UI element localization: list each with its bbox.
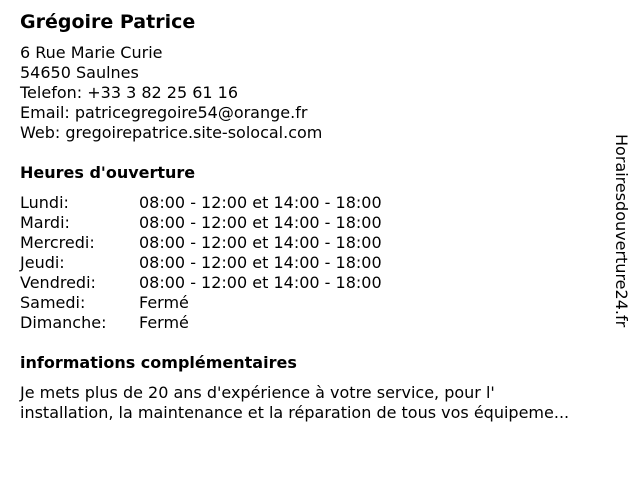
info-text-line-1: Je mets plus de 20 ans d'expérience à votre service, pour l' xyxy=(20,383,495,402)
hours-time-value: 08:00 - 12:00 et 14:00 - 18:00 xyxy=(139,233,382,252)
hours-title: Heures d'ouverture xyxy=(20,163,196,182)
hours-day-label: Samedi: xyxy=(20,293,86,312)
hours-day-label: Dimanche: xyxy=(20,313,107,332)
business-card xyxy=(20,10,615,423)
hours-day-label: Mercredi: xyxy=(20,233,95,252)
hours-time-value: 08:00 - 12:00 et 14:00 - 18:00 xyxy=(139,253,382,272)
hours-time-value: Fermé xyxy=(139,293,189,312)
info-text-line-2: installation, la maintenance et la réparation de tous vos équipeme... xyxy=(20,403,570,422)
hours-day-label: Lundi: xyxy=(20,193,69,212)
hours-time-value: 08:00 - 12:00 et 14:00 - 18:00 xyxy=(139,193,382,212)
hours-row-sunday xyxy=(20,313,615,333)
business-name: Grégoire Patrice xyxy=(20,11,196,33)
hours-row-monday xyxy=(20,193,615,213)
phone-line: Telefon: +33 3 82 25 61 16 xyxy=(20,83,239,102)
hours-time-value: 08:00 - 12:00 et 14:00 - 18:00 xyxy=(139,273,382,292)
hours-row-wednesday xyxy=(20,233,615,253)
hours-row-saturday xyxy=(20,293,615,313)
hours-row-friday xyxy=(20,273,615,293)
address-street: 6 Rue Marie Curie xyxy=(20,43,163,62)
hours-row-thursday xyxy=(20,253,615,273)
hours-day-label: Mardi: xyxy=(20,213,70,232)
hours-day-label: Jeudi: xyxy=(20,253,65,272)
address-city: 54650 Saulnes xyxy=(20,63,139,82)
website-line: Web: gregoirepatrice.site-solocal.com xyxy=(20,123,323,142)
contact-block xyxy=(20,43,615,143)
email-line: Email: patricegregoire54@orange.fr xyxy=(20,103,308,122)
hours-time-value: 08:00 - 12:00 et 14:00 - 18:00 xyxy=(139,213,382,232)
hours-day-label: Vendredi: xyxy=(20,273,96,292)
info-title: informations complémentaires xyxy=(20,353,297,372)
hours-time-value: Fermé xyxy=(139,313,189,332)
site-watermark: Horairesdouverture24.fr xyxy=(612,134,631,328)
hours-row-tuesday xyxy=(20,213,615,233)
hours-table xyxy=(20,193,615,333)
